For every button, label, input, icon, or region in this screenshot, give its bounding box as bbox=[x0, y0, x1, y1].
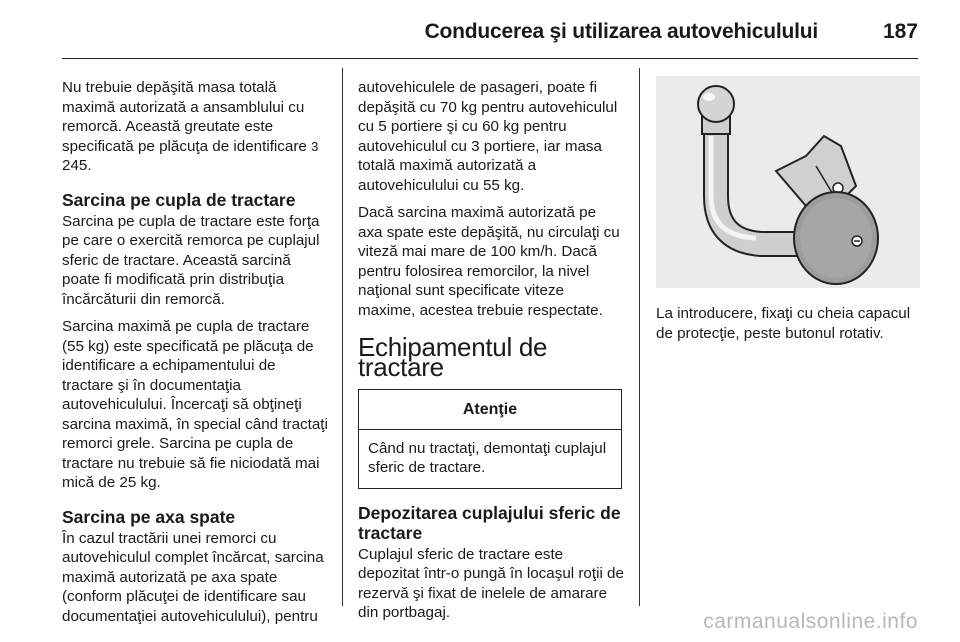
section-heading: Sarcina pe axa spate bbox=[62, 506, 236, 527]
paragraph: Nu trebuie depăşită masa totală maximă autorizată a ansamblului cu remorcă. Această greutate este specificată pe plăcuţa de identificare 3 245. bbox=[62, 79, 319, 174]
section-heading: Depozitarea cuplajului sferic de tractare bbox=[358, 502, 621, 543]
paragraph: Dacă sarcina maximă autorizată pe axa spate este depăşită, nu circulaţi cu viteză mai mare de 100 km/h. Dacă pentru folosirea remorcilor, la nivel naţional sunt specificate viteze maxime, acestea trebuie respectate. bbox=[358, 204, 620, 319]
page-number: 187 bbox=[882, 20, 918, 43]
paragraph: Cuplajul sferic de tractare este depozitat într-o pungă în locaşul roţii de rezervă şi fixat de inelele de amarare din portbagaj. bbox=[358, 545, 624, 621]
paragraph: autovehiculele de pasageri, poate fi depăşită cu 70 kg pentru autovehiculul cu 5 portiere şi cu 60 kg pentru autovehiculul cu 3 portiere, iar masa totală maximă autorizată a autovehiculului cu 55 kg. bbox=[358, 79, 618, 194]
watermark: carmanualsonline.info bbox=[703, 610, 918, 633]
page-title: Conducerea şi utilizarea autovehiculului bbox=[424, 20, 818, 43]
chapter-heading: Echipamentul de tractare bbox=[358, 332, 548, 382]
section-heading: Sarcina pe cupla de tractare bbox=[62, 189, 296, 210]
column-divider bbox=[342, 68, 343, 606]
page-reference[interactable]: 245. bbox=[62, 157, 92, 174]
tow-ball-coupling-illustration-icon bbox=[656, 76, 920, 288]
warning-box bbox=[358, 389, 622, 489]
column-divider bbox=[639, 68, 640, 606]
warning-text: Când nu tractaţi, demontaţi cuplajul sferic de tractare. bbox=[368, 439, 607, 476]
paragraph: În cazul tractării unei remorci cu autovehiculul complet încărcat, sarcina maximă autorizată pe axa spate (conform plăcuţei de identificare sau documentaţiei autovehiculului), pentru bbox=[62, 529, 324, 625]
page-ref-arrow-icon: 3 bbox=[311, 138, 319, 154]
paragraph: Sarcina maximă pe cupla de tractare (55 kg) este specificată pe plăcuţa de identificare a echipamentului de tractare şi în documentaţia autovehiculului. Încercaţi să obţineţi sarcina maximă, în special când tractaţi remorci grele. Sarcina pe cupla de tractare nu trebuie să fie niciodată mai mică de 25 kg. bbox=[62, 318, 328, 491]
figure-caption: La introducere, fixaţi cu cheia capacul de protecţie, peste butonul rotativ. bbox=[656, 305, 911, 342]
column-left bbox=[62, 78, 330, 634]
paragraph: Sarcina pe cupla de tractare este forţa pe care o exercită remorca pe cuplajul sferic de tractare. Această sarcină poate fi modificată prin distribuţia încărcăturii din remorcă. bbox=[62, 212, 320, 308]
warning-title: Atenţie bbox=[359, 390, 621, 430]
page-header bbox=[62, 10, 918, 59]
column-middle bbox=[358, 78, 624, 631]
